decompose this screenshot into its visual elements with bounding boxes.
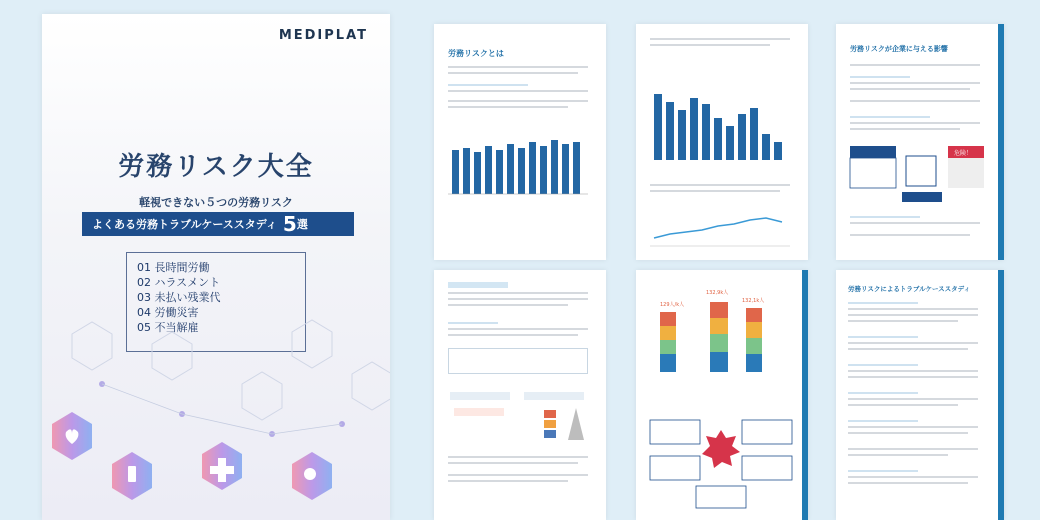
cover-item: 03 未払い残業代 — [137, 291, 221, 304]
svg-text:129人/k人: 129人/k人 — [660, 302, 685, 308]
cover-item: 05 不当解雇 — [137, 321, 199, 334]
cover-subtitle: 軽視できない５つの労務リスク — [139, 196, 293, 209]
hexagon-decoration — [42, 314, 390, 520]
page5-stacked-chart — [646, 278, 796, 388]
magnifier-icon — [304, 468, 316, 480]
band-number: 5 — [282, 212, 297, 236]
band-text: よくある労務トラブルケーススタディ — [92, 218, 277, 231]
page-title: 労務リスクが企業に与える影響 — [850, 45, 948, 53]
page-title: 労務リスクによるトラブルケーススタディ — [848, 285, 971, 293]
page3-diagram — [848, 142, 988, 206]
page1-bar-chart — [448, 128, 588, 208]
cover-title: 労務リスク大全 — [118, 152, 314, 182]
page2-bar-chart — [650, 74, 790, 170]
page5-hub-diagram — [646, 416, 796, 512]
clipboard-icon — [128, 466, 136, 482]
preview-page-1 — [434, 24, 606, 260]
cover-item: 04 労働災害 — [137, 306, 199, 319]
cover-band — [82, 212, 354, 236]
band-suffix: 選 — [296, 218, 308, 231]
warning-label: 危険！ — [954, 150, 973, 157]
page4-diagram — [448, 388, 588, 446]
preview-page-5 — [636, 270, 808, 520]
cover-item: 01 長時間労働 — [137, 261, 210, 274]
cover-page — [42, 14, 390, 520]
preview-page-3 — [836, 24, 1004, 260]
mediplat-logo: MEDIPLAT — [278, 28, 368, 43]
page-title: 労務リスクとは — [448, 49, 504, 58]
note-box — [448, 348, 588, 374]
cover-item: 02 ハラスメント — [137, 276, 221, 289]
preview-page-2 — [636, 24, 808, 260]
svg-text:132,1k人: 132,1k人 — [742, 298, 765, 304]
page2-line-chart — [650, 204, 790, 254]
svg-text:132,9k人: 132,9k人 — [706, 290, 729, 296]
preview-page-6 — [836, 270, 1004, 520]
preview-page-4 — [434, 270, 606, 520]
